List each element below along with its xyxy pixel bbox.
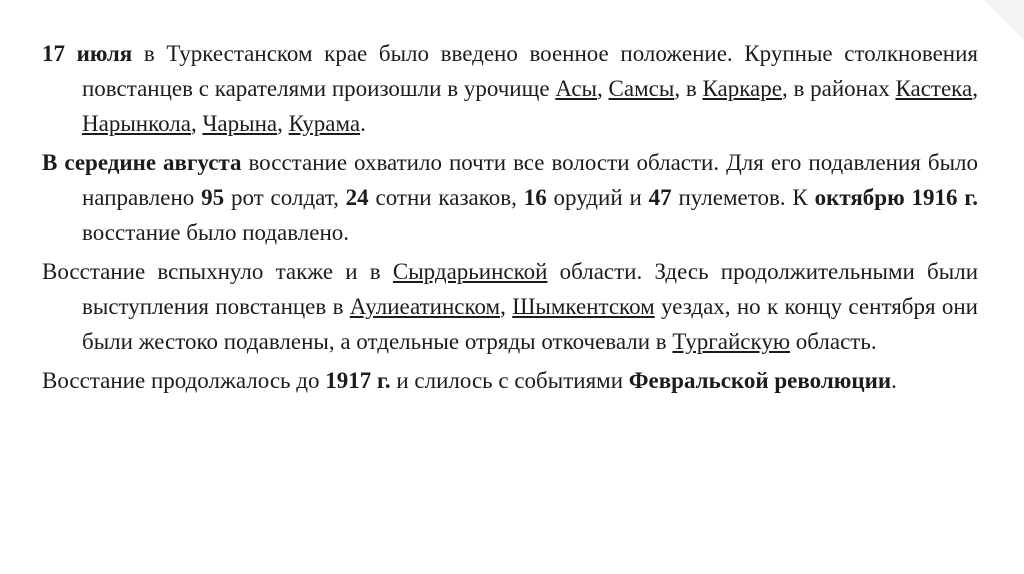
- text-run: уездах, но к концу сентября они были жестоко подавлены, а отдельные отряды откочевали в: [82, 294, 978, 354]
- text-run: восстание было подавлено.: [82, 220, 350, 245]
- text-run: пулеметов. К: [671, 185, 815, 210]
- place-turgai: Тургайскую: [672, 329, 791, 354]
- text-run: и слилось с событиями: [390, 368, 629, 393]
- date-1917: 1917 г.: [325, 368, 391, 393]
- paragraph-3: [42, 254, 978, 359]
- text-run: ,: [500, 294, 513, 319]
- place-narynkol: Нарынкола: [82, 111, 191, 136]
- text-run: область.: [790, 329, 877, 354]
- date-july-17: 17 июля: [42, 41, 133, 66]
- text-run: ,: [597, 76, 609, 101]
- paragraph-2: [42, 145, 978, 250]
- text-run: Восстание продолжалось до: [42, 368, 326, 393]
- text-run: рот солдат,: [224, 185, 346, 210]
- text-run: ,: [277, 111, 289, 136]
- place-asy: Асы: [555, 76, 598, 101]
- place-kuram: Курама: [288, 111, 361, 136]
- count-companies: 95: [201, 185, 225, 210]
- paragraph-1: [42, 36, 978, 141]
- corner-decoration: [984, 0, 1024, 40]
- date-october-1916: октябрю 1916 г.: [814, 185, 978, 210]
- text-run: .: [891, 368, 897, 393]
- text-run: , в: [674, 76, 703, 101]
- text-run: ,: [190, 111, 203, 136]
- date-mid-august: В середине августа: [42, 150, 242, 175]
- text-run: в Туркестанском крае было введено военное положение. Крупные столкновения повстанцев с карателями произошли в урочище: [82, 41, 978, 101]
- place-karkara: Каркаре: [702, 76, 782, 101]
- count-cossack-hundreds: 24: [345, 185, 369, 210]
- slide-body: [42, 36, 978, 402]
- place-kastek: Кастека: [895, 76, 973, 101]
- text-run: области. Здесь продолжительными были выступления повстанцев в: [82, 259, 978, 319]
- text-run: сотни казаков,: [368, 185, 524, 210]
- place-aulieata: Аулиеатинском: [349, 294, 501, 319]
- text-run: Восстание вспыхнуло также и в: [42, 259, 393, 284]
- paragraph-4: [42, 363, 978, 398]
- text-run: , в районах: [781, 76, 896, 101]
- text-run: .: [360, 111, 366, 136]
- text-run: ,: [972, 76, 978, 101]
- place-shymkent: Шымкентском: [512, 294, 655, 319]
- count-guns: 16: [523, 185, 547, 210]
- text-run: орудий и: [546, 185, 649, 210]
- text-run: восстание охватило почти все волости области. Для его подавления было направлено: [82, 150, 978, 210]
- place-charyn: Чарына: [202, 111, 278, 136]
- place-samsy: Самсы: [608, 76, 675, 101]
- count-machine-guns: 47: [648, 185, 672, 210]
- place-syrdarya: Сырдарьинской: [392, 259, 548, 284]
- february-revolution: Февральской революции: [628, 368, 892, 393]
